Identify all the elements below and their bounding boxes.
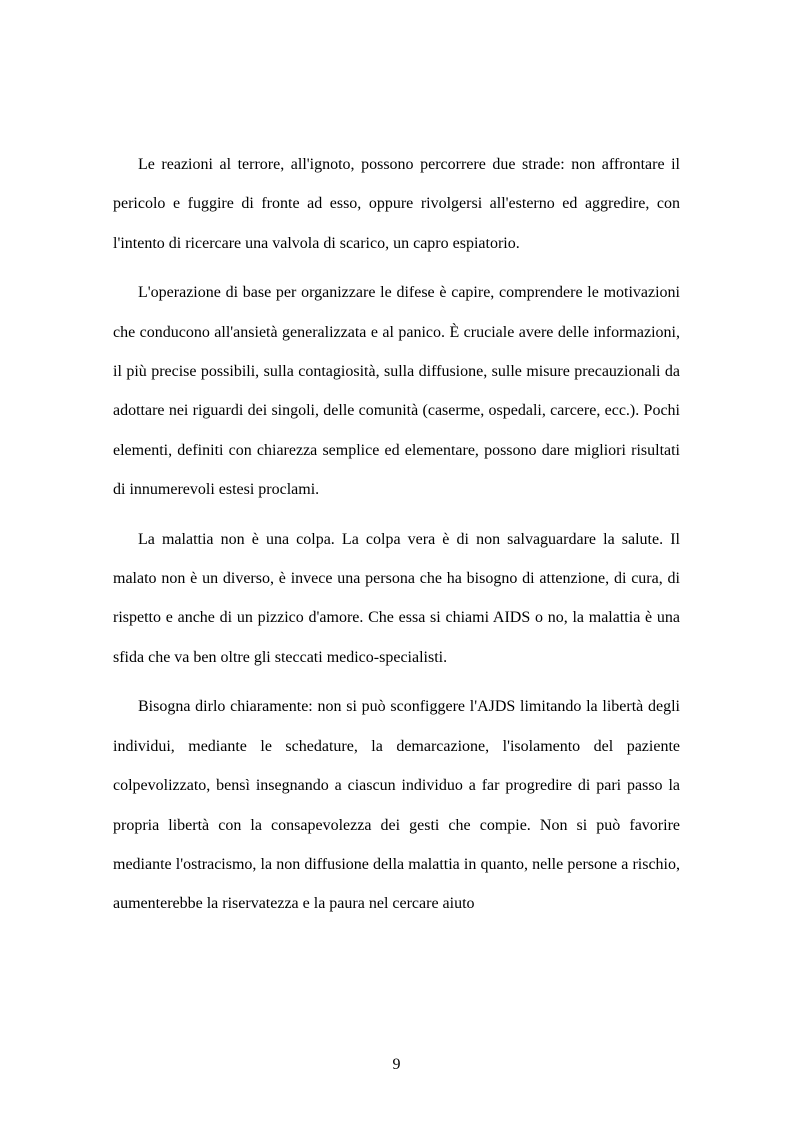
body-text (113, 145, 680, 934)
page-number: 9 (392, 1056, 401, 1073)
paragraph: L'operazione di base per organizzare le difese è capire, comprendere le motivazioni che conducono all'ansietà generalizzata e al panico. È cruciale avere delle informazioni, il più precise possibili, sulla contagiosità, sulla diffusione, sulle misure precauzionali da adottare nei riguardi dei singoli, delle comunità (caserme, ospedali, carcere, ecc.). Pochi elementi, definiti con chiarezza semplice ed elementare, possono dare migliori risultati di innumerevoli estesi proclami. (113, 284, 680, 499)
paragraph: Bisogna dirlo chiaramente: non si può sconfiggere l'AJDS limitando la libertà degli individui, mediante le schedature, la demarcazione, l'isolamento del paziente colpevolizzato, bensì insegnando a ciascun individuo a far progredire di pari passo la propria libertà con la consapevolezza dei gesti che compie. Non si può favorire mediante l'ostracismo, la non diffusione della malattia in quanto, nelle persone a rischio, aumenterebbe la riservatezza e la paura nel cercare aiuto (113, 698, 680, 913)
paragraph: Le reazioni al terrore, all'ignoto, possono percorrere due strade: non affrontare il pericolo e fuggire di fronte ad esso, oppure rivolgersi all'esterno ed aggredire, con l'intento di ricercare una valvola di scarico, un capro espiatorio. (113, 156, 680, 252)
paragraph: La malattia non è una colpa. La colpa vera è di non salvaguardare la salute. Il malato non è un diverso, è invece una persona che ha bisogno di attenzione, di cura, di rispetto e anche di un pizzico d'amore. Che essa si chiami AIDS o no, la malattia è una sfida che va ben oltre gli steccati medico-specialisti. (113, 530, 680, 666)
